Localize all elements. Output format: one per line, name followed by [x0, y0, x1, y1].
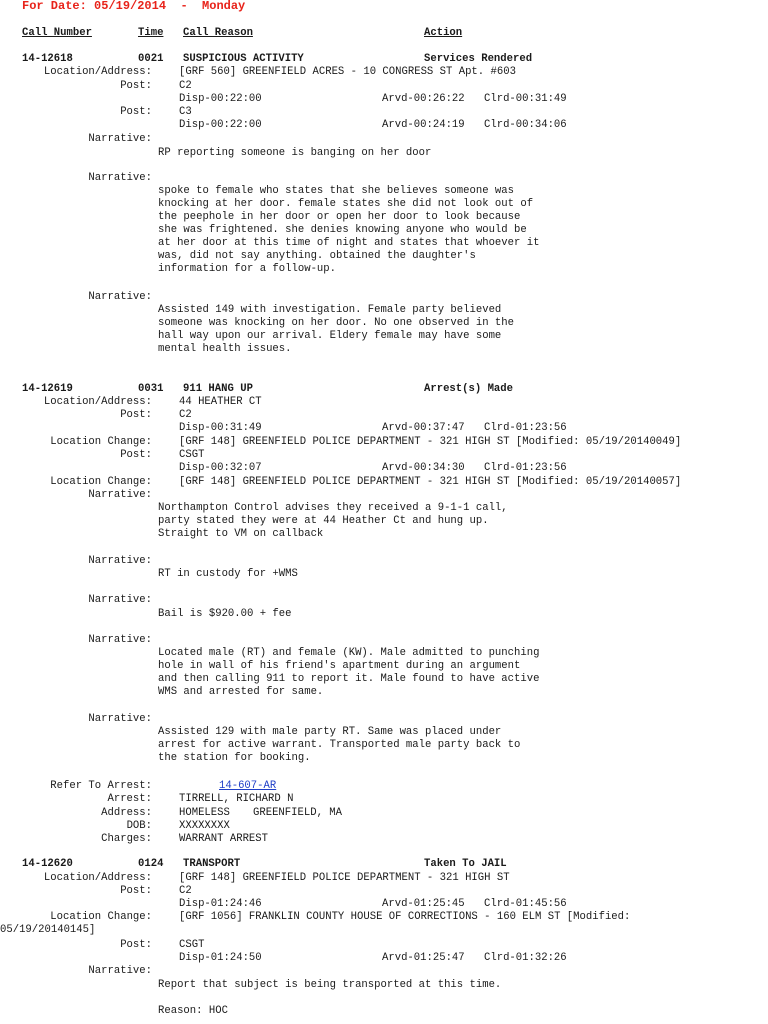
arvd-time: Arvd-00:26:22	[382, 93, 465, 105]
narrative-line: mental health issues.	[158, 343, 292, 355]
call-reason: TRANSPORT	[183, 858, 241, 870]
narrative-line: information for a follow-up.	[158, 263, 337, 275]
dob-label: DOB:	[126, 820, 152, 832]
col-time: Time	[138, 27, 164, 39]
post-label: Post:	[120, 885, 152, 897]
disp-time: Disp-00:31:49	[179, 422, 262, 434]
narrative-line: arrest for active warrant. Transported male party back to	[158, 739, 521, 751]
address-label: Address:	[101, 807, 152, 819]
narrative-line: spoke to female who states that she believes someone was	[158, 185, 515, 197]
disp-time: Disp-01:24:46	[179, 898, 262, 910]
call-time: 0021	[138, 53, 164, 65]
narrative-label: Narrative:	[88, 133, 152, 145]
post-value: C2	[179, 80, 192, 92]
post-label: Post:	[120, 80, 152, 92]
call-time: 0031	[138, 383, 164, 395]
narrative-line: RP reporting someone is banging on her door	[158, 147, 432, 159]
clrd-time: Clrd-01:45:56	[484, 898, 567, 910]
narrative-line: someone was knocking on her door. No one observed in the	[158, 317, 515, 329]
post-value: CSGT	[179, 939, 205, 951]
call-number: 14-12620	[22, 858, 73, 870]
narrative-line: Located male (RT) and female (KW). Male admitted to punching	[158, 647, 540, 659]
location-value: 44 HEATHER CT	[179, 396, 262, 408]
narrative-line: Straight to VM on callback	[158, 528, 324, 540]
refer-to-arrest-label: Refer To Arrest:	[50, 780, 152, 792]
disp-time: Disp-00:32:07	[179, 462, 262, 474]
narrative-line: WMS and arrested for same.	[158, 686, 324, 698]
narrative-line: knocking at her door. female states she did not look out of	[158, 198, 534, 210]
post-value: CSGT	[179, 449, 205, 461]
narrative-line: Bail is $920.00 + fee	[158, 608, 292, 620]
arvd-time: Arvd-01:25:47	[382, 952, 465, 964]
call-number: 14-12619	[22, 383, 73, 395]
narrative-line: Assisted 149 with investigation. Female party believed	[158, 304, 502, 316]
location-value: [GRF 560] GREENFIELD ACRES - 10 CONGRESS ST Apt. #603	[179, 66, 516, 78]
post-value: C2	[179, 409, 192, 421]
location-change-value: [GRF 148] GREENFIELD POLICE DEPARTMENT - 321 HIGH ST [Modified: 05/19/20140057]	[179, 476, 682, 488]
post-label: Post:	[120, 106, 152, 118]
narrative-label: Narrative:	[88, 634, 152, 646]
location-label: Location/Address:	[43, 872, 152, 884]
call-reason: 911 HANG UP	[183, 383, 253, 395]
narrative-line: Report that subject is being transported at this time.	[158, 979, 502, 991]
call-time: 0124	[138, 858, 164, 870]
reason-line: Reason: HOC	[158, 1005, 228, 1017]
arrest-report-link[interactable]: 14-607-AR	[219, 780, 277, 792]
call-number: 14-12618	[22, 53, 73, 65]
narrative-line: Assisted 129 with male party RT. Same was placed under	[158, 726, 502, 738]
narrative-line: she was frightened. she denies knowing anyone who would be	[158, 224, 527, 236]
disp-time: Disp-01:24:50	[179, 952, 262, 964]
weekday: Monday	[202, 0, 246, 13]
location-change-continuation: 05/19/20140145]	[0, 924, 96, 936]
location-change-label: Location Change:	[50, 476, 152, 488]
call-action: Services Rendered	[424, 53, 533, 65]
narrative-line: at her door at this time of night and states that whoever it	[158, 237, 540, 249]
arvd-time: Arvd-00:24:19	[382, 119, 465, 131]
location-change-value: [GRF 148] GREENFIELD POLICE DEPARTMENT - 321 HIGH ST [Modified: 05/19/20140049]	[179, 436, 682, 448]
arrest-label: Arrest:	[107, 793, 152, 805]
charges-label: Charges:	[101, 833, 152, 845]
narrative-label: Narrative:	[88, 594, 152, 606]
call-reason: SUSPICIOUS ACTIVITY	[183, 53, 304, 65]
disp-time: Disp-00:22:00	[179, 93, 262, 105]
location-change-label: Location Change:	[50, 911, 152, 923]
narrative-line: the station for booking.	[158, 752, 311, 764]
arvd-time: Arvd-00:37:47	[382, 422, 465, 434]
post-label: Post:	[120, 939, 152, 951]
arvd-time: Arvd-00:34:30	[382, 462, 465, 474]
col-call-number: Call Number	[22, 27, 92, 39]
narrative-line: hall way upon our arrival. Eldery female may have some	[158, 330, 502, 342]
location-label: Location/Address:	[43, 66, 152, 78]
narrative-line: party stated they were at 44 Heather Ct and hung up.	[158, 515, 489, 527]
narrative-label: Narrative:	[88, 489, 152, 501]
narrative-label: Narrative:	[88, 555, 152, 567]
clrd-time: Clrd-00:31:49	[484, 93, 567, 105]
date-dash: -	[180, 0, 188, 13]
report-date-line	[22, 0, 245, 13]
clrd-time: Clrd-01:32:26	[484, 952, 567, 964]
clrd-time: Clrd-00:34:06	[484, 119, 567, 131]
arvd-time: Arvd-01:25:45	[382, 898, 465, 910]
post-label: Post:	[120, 409, 152, 421]
call-action: Arrest(s) Made	[424, 383, 514, 395]
arrestee-city: GREENFIELD, MA	[253, 807, 343, 819]
clrd-time: Clrd-01:23:56	[484, 422, 567, 434]
narrative-line: Northampton Control advises they received a 9-1-1 call,	[158, 502, 508, 514]
col-call-reason: Call Reason	[183, 27, 253, 39]
location-value: [GRF 148] GREENFIELD POLICE DEPARTMENT - 321 HIGH ST	[179, 872, 510, 884]
narrative-line: hole in wall of his friend's apartment during an argument	[158, 660, 521, 672]
narrative-label: Narrative:	[88, 291, 152, 303]
narrative-line: the peephole in her door or open her door to look because	[158, 211, 521, 223]
clrd-time: Clrd-01:23:56	[484, 462, 567, 474]
location-label: Location/Address:	[43, 396, 152, 408]
arrestee-dob: XXXXXXXX	[179, 820, 230, 832]
col-action: Action	[424, 27, 463, 39]
post-value: C2	[179, 885, 192, 897]
arrest-charges: WARRANT ARREST	[179, 833, 269, 845]
arrestee-name: TIRRELL, RICHARD N	[179, 793, 294, 805]
narrative-label: Narrative:	[88, 172, 152, 184]
location-change-label: Location Change:	[50, 436, 152, 448]
post-label: Post:	[120, 449, 152, 461]
arrestee-address: HOMELESS	[179, 807, 230, 819]
call-action: Taken To JAIL	[424, 858, 507, 870]
narrative-label: Narrative:	[88, 713, 152, 725]
for-date-label: For Date: 05/19/2014	[22, 0, 167, 13]
narrative-line: was, did not say anything. obtained the daughter's	[158, 250, 476, 262]
disp-time: Disp-00:22:00	[179, 119, 262, 131]
post-value: C3	[179, 106, 192, 118]
narrative-label: Narrative:	[88, 965, 152, 977]
location-change-value: [GRF 1056] FRANKLIN COUNTY HOUSE OF CORRECTIONS - 160 ELM ST [Modified:	[179, 911, 631, 923]
narrative-line: and then calling 911 to report it. Male found to have active	[158, 673, 540, 685]
narrative-line: RT in custody for +WMS	[158, 568, 298, 580]
